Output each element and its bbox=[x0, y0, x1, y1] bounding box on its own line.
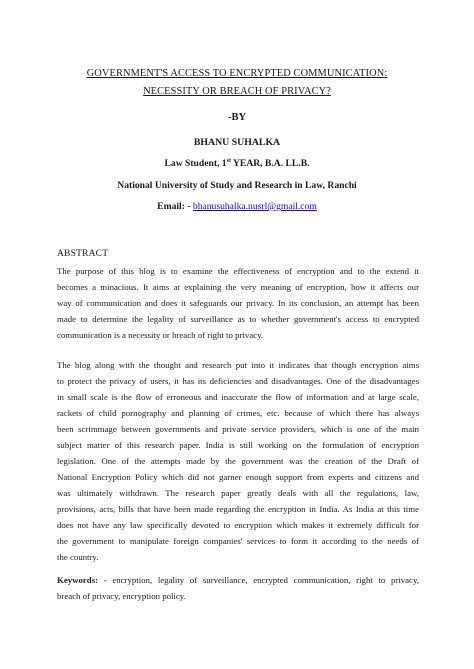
abstract-paragraph-2 bbox=[57, 357, 419, 565]
paragraph-line: the country. bbox=[57, 552, 99, 562]
paragraph-line: The blog along with the thought and research put into it indicates that though encryption aims bbox=[57, 360, 419, 370]
paragraph-line: subject matter of this research paper. India is still working on the formulation of encryption bbox=[57, 440, 419, 450]
paragraph-line: National Encryption Policy which did not garner enough support from experts and citizens and bbox=[57, 472, 419, 482]
paragraph-line: The purpose of this blog is to examine the effectiveness of encryption and to the extend it bbox=[57, 266, 419, 276]
paragraph-line: legislation. One of the attempts made by the government was the creation of the Draft of bbox=[57, 456, 419, 466]
author-name: BHANU SUHALKA bbox=[193, 137, 281, 148]
paragraph-line: the government to manipulate foreign companies' services to form it according to the needs of bbox=[57, 536, 419, 546]
author-university: National University of Study and Research in Law, Ranchi bbox=[117, 180, 357, 191]
paragraph-line: way of communication and does it safeguards our privacy. In its conclusion, an attempt has been bbox=[57, 298, 419, 308]
paragraph-line: becomes a minacious. It aims at explaining the very meaning of encryption, how it affects our bbox=[57, 282, 419, 292]
keywords-text-1: encryption, legality of surveillance, encrypted communication, right to privacy, bbox=[106, 575, 419, 585]
email-label: Email: - bbox=[157, 201, 193, 212]
keywords-line-2: breach of privacy, encryption policy. bbox=[57, 591, 186, 601]
abstract-paragraph-1 bbox=[57, 263, 419, 343]
paragraph-line: rackets of child pornography and planning of crimes, etc. because of which there has always bbox=[57, 408, 419, 418]
paragraph-line: was ultimately withdrawn. The research paper greatly deals with all the regulations, law, bbox=[57, 488, 419, 498]
paragraph-line: communication is a necessity or breach of right to privacy. bbox=[57, 330, 264, 340]
by-line: -BY bbox=[227, 112, 247, 123]
author-role-suffix: YEAR, B.A. LL.B. bbox=[230, 158, 310, 169]
keywords-line-1 bbox=[57, 572, 419, 588]
paragraph-line: does not have any law specifically devoted to encryption which makes it extremely difficult for bbox=[57, 520, 419, 530]
author-email bbox=[40, 201, 434, 212]
keywords-label: Keywords: - bbox=[57, 575, 107, 585]
paragraph-line: in small scale is the flow of erroneous and inaccurate the flow of information and at large scale, bbox=[57, 392, 419, 402]
paper-title-line-1: GOVERNMENT'S ACCESS TO ENCRYPTED COMMUNICATION: bbox=[86, 68, 388, 79]
paragraph-line: been scrimmage between governments and private service providers, which is one of the main bbox=[57, 424, 419, 434]
paragraph-line: to protect the privacy of users, it has its deficiencies and disadvantages. One of the disadvantages bbox=[57, 376, 419, 386]
paper-title-line-2: NECESSITY OR BREACH OF PRIVACY? bbox=[143, 86, 331, 97]
paragraph-line: made to determine the legality of surveillance as to whether government's access to encrypted bbox=[57, 314, 419, 324]
author-role bbox=[40, 158, 434, 169]
email-link[interactable]: bhanusuhalka.nusrl@gmail.com bbox=[192, 201, 317, 212]
abstract-heading: ABSTRACT bbox=[57, 249, 109, 259]
paragraph-line: provisions, acts, bills that have been made regarding the encryption in India. As India at this time bbox=[57, 504, 419, 514]
keywords-block bbox=[57, 572, 419, 604]
author-role-prefix: Law Student, 1 bbox=[164, 158, 227, 169]
author-role-superscript: st bbox=[226, 158, 231, 164]
